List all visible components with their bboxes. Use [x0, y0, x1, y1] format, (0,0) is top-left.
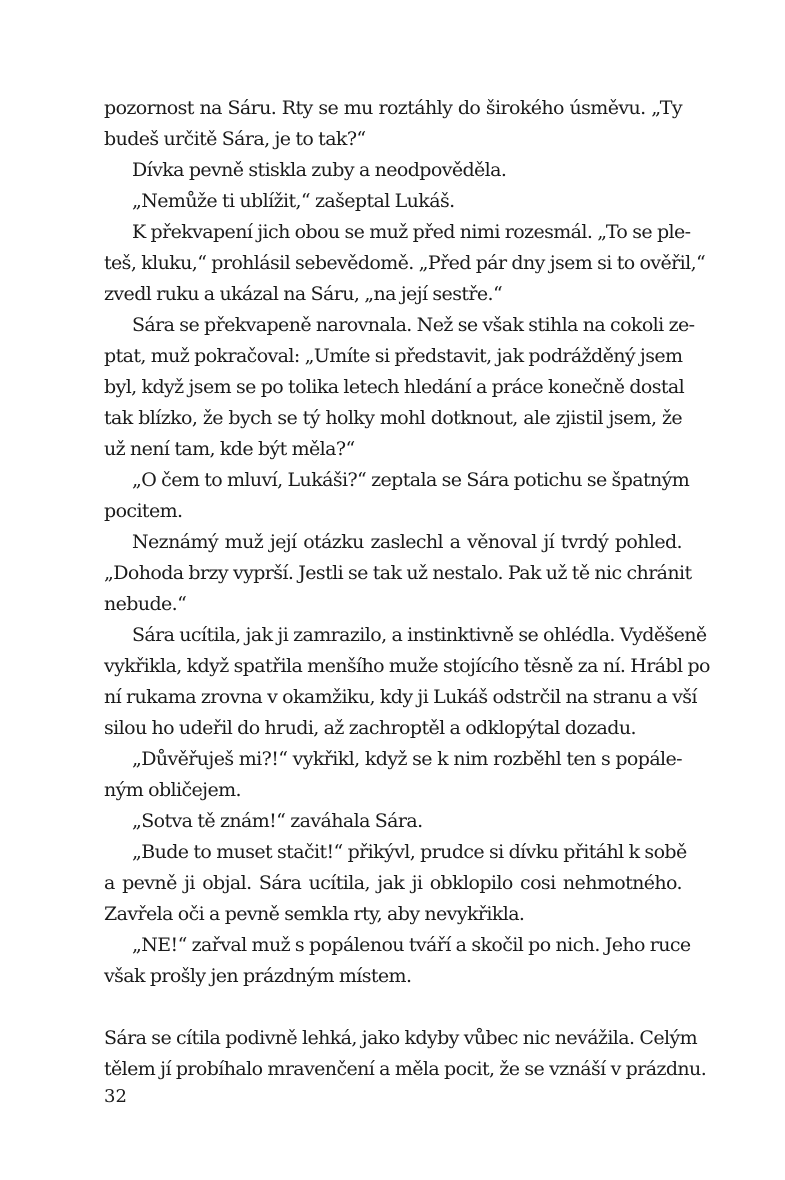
text-line: pozornost na Sáru. Rty se mu roztáhly do širokého úsměvu. „Ty [104, 97, 682, 119]
text-line: zvedl ruku a ukázal na Sáru, „na její sestře.“ [104, 283, 503, 305]
text-line: K překvapení jich obou se muž před nimi rozesmál. „To se ple- [132, 221, 691, 243]
text-line: vykřikla, když spatřila menšího muže stojícího těsně za ní. Hrábl po [104, 655, 710, 677]
text-line: „Dohoda brzy vyprší. Jestli se tak už nestalo. Pak už tě nic chránit [104, 562, 692, 584]
paragraph [104, 155, 682, 186]
text-line: ptat, muž pokračoval: „Umíte si představit, jak podrážděný jsem [104, 345, 683, 367]
text-line: však prošly jen prázdným místem. [104, 965, 412, 987]
paragraph [104, 620, 710, 744]
text-line: budeš určitě Sára, je to tak?“ [104, 128, 366, 150]
text-line: Zavřela oči a pevně semkla rty, aby nevykřikla. [104, 903, 525, 925]
text-line: silou ho udeřil do hrudi, až zachroptěl a odklopýtal dozadu. [104, 717, 636, 739]
text-line: a pevně ji objal. Sára ucítila, jak ji obklopilo cosi nehmotného. [104, 872, 682, 894]
paragraph [104, 93, 682, 155]
text-line: „NE!“ zařval muž s popálenou tváří a skočil po nich. Jeho ruce [132, 934, 691, 956]
paragraph [104, 806, 682, 837]
text-line: „Sotva tě znám!“ zaváhala Sára. [132, 810, 423, 832]
text-line: Neznámý muž její otázku zaslechl a věnoval jí tvrdý pohled. [132, 531, 682, 553]
text-line: Sára se cítila podivně lehká, jako kdyby vůbec nic nevážila. Celým [104, 1027, 698, 1049]
paragraph [104, 465, 690, 527]
paragraph-after-section-break [104, 1023, 707, 1085]
text-line: „Nemůže ti ublížit,“ zašeptal Lukáš. [132, 190, 455, 212]
paragraph [104, 930, 691, 992]
text-line: Sára se překvapeně narovnala. Než se však stihla na cokoli ze- [132, 314, 695, 336]
text-line: pocitem. [104, 500, 183, 522]
text-line: už není tam, kde být měla?“ [104, 438, 355, 460]
book-page-body [104, 93, 710, 1085]
text-line: „O čem to mluví, Lukáši?“ zeptala se Sára potichu se špatným [132, 469, 690, 491]
paragraph [104, 217, 706, 310]
text-line: byl, když jsem se po tolika letech hledání a práce konečně dostal [104, 376, 685, 398]
paragraph [104, 744, 682, 806]
text-line: „Důvěřuješ mi?!“ vykřikl, když se k nim rozběhl ten s popále- [132, 748, 682, 770]
text-line: ným obličejem. [104, 779, 241, 801]
text-line: teš, kluku,“ prohlásil sebevědomě. „Před pár dny jsem si to ověřil,“ [104, 252, 706, 274]
text-line: ní rukama zrovna v okamžiku, kdy ji Lukáš odstrčil na stranu a vší [104, 686, 697, 708]
paragraph [104, 310, 695, 465]
text-line: nebude.“ [104, 593, 187, 615]
text-line: tak blízko, že bych se tý holky mohl dotknout, ale zjistil jsem, že [104, 407, 682, 429]
text-line: tělem jí probíhalo mravenčení a měla pocit, že se vznáší v prázdnu. [104, 1058, 707, 1080]
paragraph [104, 186, 682, 217]
paragraph [104, 837, 687, 930]
paragraph [104, 527, 692, 620]
text-line: Dívka pevně stiskla zuby a neodpověděla. [132, 159, 507, 181]
text-line: Sára ucítila, jak ji zamrazilo, a instinktivně se ohlédla. Vyděšeně [132, 624, 707, 646]
page-number: 32 [104, 1086, 127, 1107]
text-line: „Bude to muset stačit!“ přikývl, prudce si dívku přitáhl k sobě [132, 841, 687, 863]
